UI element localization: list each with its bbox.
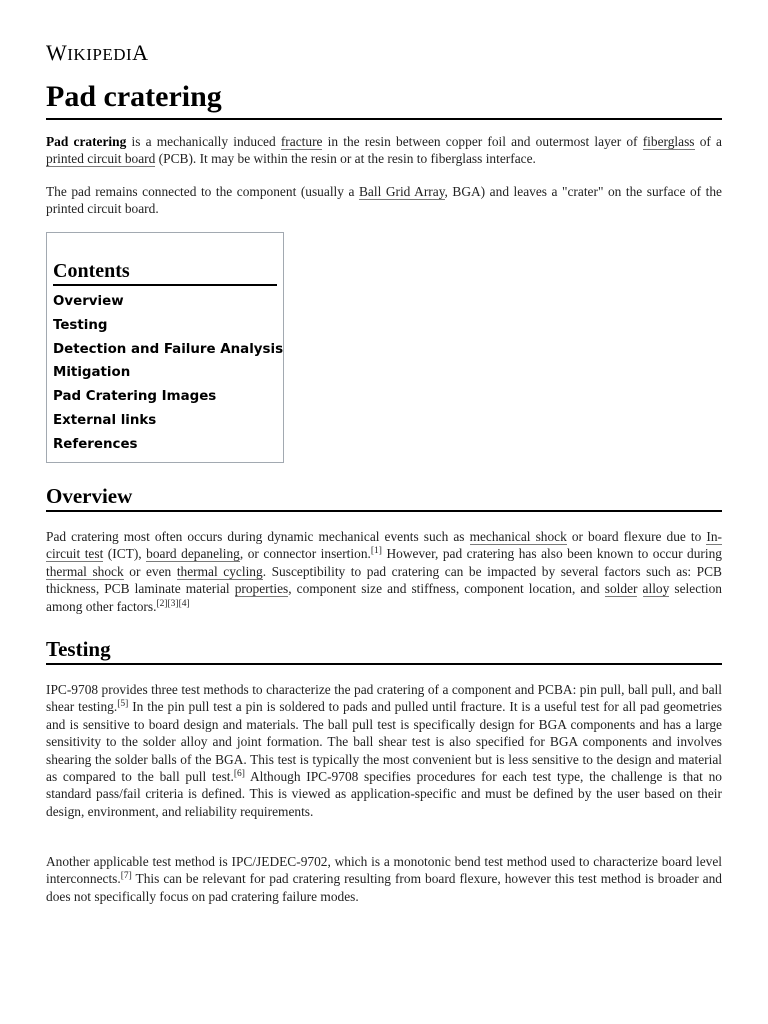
link-fracture[interactable]: fracture [280, 134, 323, 149]
intro-paragraph-1: Pad cratering is a mechanically induced fracture in the resin between copper foil and outermost layer of fiberglass of a printed circuit board (PCB). It may be within the resin or at the resin to fiberglass interface. [46, 134, 722, 167]
citation[interactable]: [7] [120, 871, 132, 882]
toc-item-images[interactable]: Pad Cratering Images [53, 389, 217, 405]
overview-heading: Overview [46, 483, 722, 512]
link-fiberglass[interactable]: fiberglass [642, 134, 695, 149]
testing-paragraph-1: IPC-9708 provides three test methods to characterize the pad cratering of a component and PCBA: pin pull, ball pull, and ball shear testing.[5] In the pin pull test a pin is soldered to pads and pulled until fracture. It is a useful test for all pad geometries and is sensitive to board design and materials. The ball pull test is specifically design for BGA components and has a large sensitivity to the solder alloy and joint formation. The ball shear test is also specified for BGA components and involves shearing the solder balls of the BGA. This test is typically the most convenient but is less sensitive to the design and material as compared to the ball pull test.[6] Although IPC-9708 specifies procedures for each test type, the challenge is that no standard pass/fail criteria is defined. This is viewed as application-specific and must be defined by the user based on their design, environment, and reliability requirements. [46, 682, 723, 819]
overview-paragraph: Pad cratering most often occurs during dynamic mechanical events such as mechanical shock or board flexure due to In-circuit test (ICT), board depaneling, or connector insertion.[1] However, pad cratering has also been known to occur during thermal shock or even thermal cycling. Susceptibility to pad cratering can be impacted by several factors such as: PCB thickness, PCB laminate material properties, component size and stiffness, component location, and solder alloy selection among other factors.[2][3][4] [46, 529, 722, 614]
toc-item-overview[interactable]: Overview [53, 294, 124, 309]
page-title: Pad cratering [46, 78, 722, 120]
link-solder[interactable]: solder [604, 581, 638, 597]
bold-term: Pad cratering [46, 134, 127, 149]
citation[interactable]: [2][3][4] [156, 598, 190, 609]
toc-list [53, 290, 284, 457]
citation[interactable]: [1] [370, 546, 382, 557]
testing-heading: Testing [46, 636, 722, 665]
citation[interactable]: [6] [233, 769, 245, 780]
link-ball-grid-array[interactable]: Ball Grid Array [358, 184, 445, 199]
toc-item-testing[interactable]: Testing [53, 317, 108, 333]
toc-title: Contents [53, 259, 277, 286]
toc-item-detection[interactable]: Detection and Failure Analysis [53, 341, 284, 357]
link-board-depaneling[interactable]: board depaneling [146, 546, 240, 562]
link-thermal-cycling[interactable]: thermal cycling [176, 563, 263, 579]
link-mechanical-shock[interactable]: mechanical shock [469, 529, 567, 544]
testing-paragraph-2: Another applicable test method is IPC/JEDEC-9702, which is a monotonic bend test method used to characterize board level interconnects.[7] This can be relevant for pad cratering resulting from board flexure, however this test method is broader and does not specifically focus on pad cratering failure modes. [46, 854, 722, 904]
link-printed-circuit-board[interactable]: printed circuit board [46, 151, 156, 167]
link-in-circuit-test[interactable]: In-circuit test [46, 529, 722, 562]
intro-paragraph-2: The pad remains connected to the component (usually a Ball Grid Array, BGA) and leaves a "crater" on the surface of the printed circuit board. [46, 184, 722, 217]
citation[interactable]: [5] [117, 699, 129, 710]
toc-item-references[interactable]: References [53, 436, 138, 452]
link-thermal-shock[interactable]: thermal shock [46, 563, 124, 579]
toc-item-external-links[interactable]: External links [53, 412, 157, 428]
link-alloy[interactable]: alloy [642, 581, 670, 597]
wikipedia-wordmark: WIKIPEDIA [46, 40, 149, 65]
table-of-contents [46, 232, 284, 463]
toc-item-mitigation[interactable]: Mitigation [53, 365, 131, 381]
link-properties[interactable]: properties [234, 581, 289, 597]
